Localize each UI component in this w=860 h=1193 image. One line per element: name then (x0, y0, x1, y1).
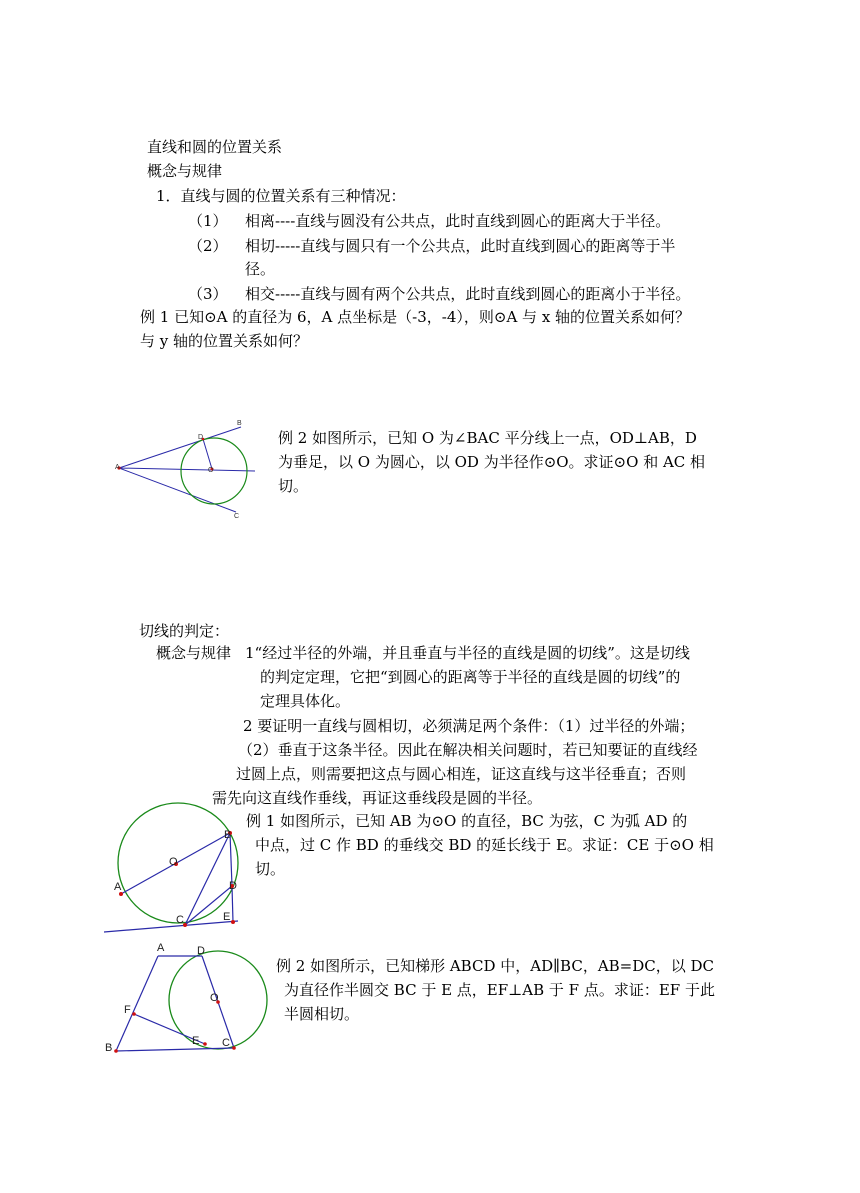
label-c: C (176, 914, 184, 926)
figure-angle-bisector (112, 412, 272, 524)
rule1-line3: 定理具体化。 (260, 692, 351, 710)
label-a: A (157, 942, 165, 954)
label-o: O (210, 992, 219, 1004)
label-b: B (105, 1042, 113, 1054)
bisector-line (119, 468, 255, 471)
section2-title: 切线的判定： (139, 622, 230, 640)
example2-line2: 为垂足，以 O 为圆心，以 OD 为半径作⊙O。求证⊙O 和 AC 相 (278, 453, 706, 471)
label-b: B (237, 420, 242, 427)
section1-item1: 1．直线与圆的位置关系有三种情况： (156, 187, 406, 205)
circle-o (118, 803, 238, 923)
s2-example2-line3: 半圆相切。 (284, 1005, 360, 1023)
side-ab (116, 956, 158, 1051)
segment-od (203, 439, 212, 469)
rule2-line2: （2）垂直于这条半径。因此在解决相关问题时，若已知要证的直线经 (238, 741, 698, 759)
label-o: O (169, 856, 178, 868)
point-c (232, 1046, 236, 1050)
case2-continuation: 径。 (245, 260, 276, 278)
s2-example1-line3: 切。 (255, 860, 286, 878)
ray-ab (119, 427, 241, 468)
label-d: D (229, 880, 237, 892)
rule-label: 概念与规律 (156, 644, 232, 662)
label-c: C (234, 513, 240, 520)
case2-number: （2） (188, 237, 228, 255)
case1-number: （1） (188, 212, 228, 230)
example2-line3: 切。 (278, 477, 309, 495)
s2-example1-line2: 中点，过 C 作 BD 的垂线交 BD 的延长线于 E。求证：CE 于⊙O 相 (255, 836, 714, 854)
figure-tangent-ce (104, 800, 250, 936)
section1-subtitle: 概念与规律 (147, 162, 223, 180)
s2-example2-line1: 例 2 如图所示，已知梯形 ABCD 中，AD∥BC，AB=DC，以 DC (276, 957, 715, 975)
rule1-line1: 1“经过半径的外端，并且垂直与半径的直线是圆的切线”。这是切线 (245, 644, 690, 662)
s2-example1-line1: 例 1 如图所示，已知 AB 为⊙O 的直径，BC 为弦，C 为弧 AD 的 (246, 812, 688, 830)
label-o: O (208, 467, 214, 474)
label-d: D (197, 945, 205, 957)
s2-example2-line2: 为直径作半圆交 BC 于 E 点，EF⊥AB 于 F 点。求证：EF 于此 (284, 981, 715, 999)
point-b (114, 1049, 118, 1053)
label-e: E (192, 1035, 200, 1047)
label-f: F (124, 1004, 131, 1016)
label-a: A (115, 464, 120, 471)
example1-line2: 与 y 轴的位置关系如何？ (140, 332, 309, 350)
label-d: D (198, 434, 204, 441)
case2-text: 相切-----直线与圆只有一个公共点，此时直线到圆心的距离等于半 (245, 237, 676, 255)
label-b: B (224, 829, 232, 841)
rule2-line3: 过圆上点，则需要把这点与圆心相连，证这直线与这半径垂直；否则 (236, 765, 687, 783)
case3-number: （3） (188, 285, 228, 303)
case3-text: 相交-----直线与圆有两个公共点，此时直线到圆心的距离小于半径。 (245, 285, 691, 303)
example2-line1: 例 2 如图所示，已知 O 为∠BAC 平分线上一点，OD⊥AB，D (278, 429, 697, 447)
section1-title: 直线和圆的位置关系 (147, 138, 283, 156)
label-c: C (222, 1037, 230, 1049)
point-f (132, 1012, 136, 1016)
example1-line1: 例 1 已知⊙A 的直径为 6，A 点坐标是（-3，-4），则⊙A 与 x 轴的位置关系如何？ (140, 308, 691, 326)
point-e (203, 1042, 207, 1046)
point-e (231, 920, 235, 924)
rule2-line1: 2 要证明一直线与圆相切，必须满足两个条件：（1）过半径的外端； (243, 717, 695, 735)
figure-trapezoid (103, 940, 273, 1064)
rule2-line4: 需先向这直线作垂线，再证这垂线段是圆的半径。 (212, 789, 543, 807)
label-e: E (223, 911, 231, 923)
label-a: A (114, 881, 122, 893)
rule1-line2: 的判定定理，它把“到圆心的距离等于半径的直线是圆的切线”的 (260, 668, 681, 686)
case1-text: 相离----直线与圆没有公共点，此时直线到圆心的距离大于半径。 (245, 212, 671, 230)
ray-ac (119, 468, 236, 512)
